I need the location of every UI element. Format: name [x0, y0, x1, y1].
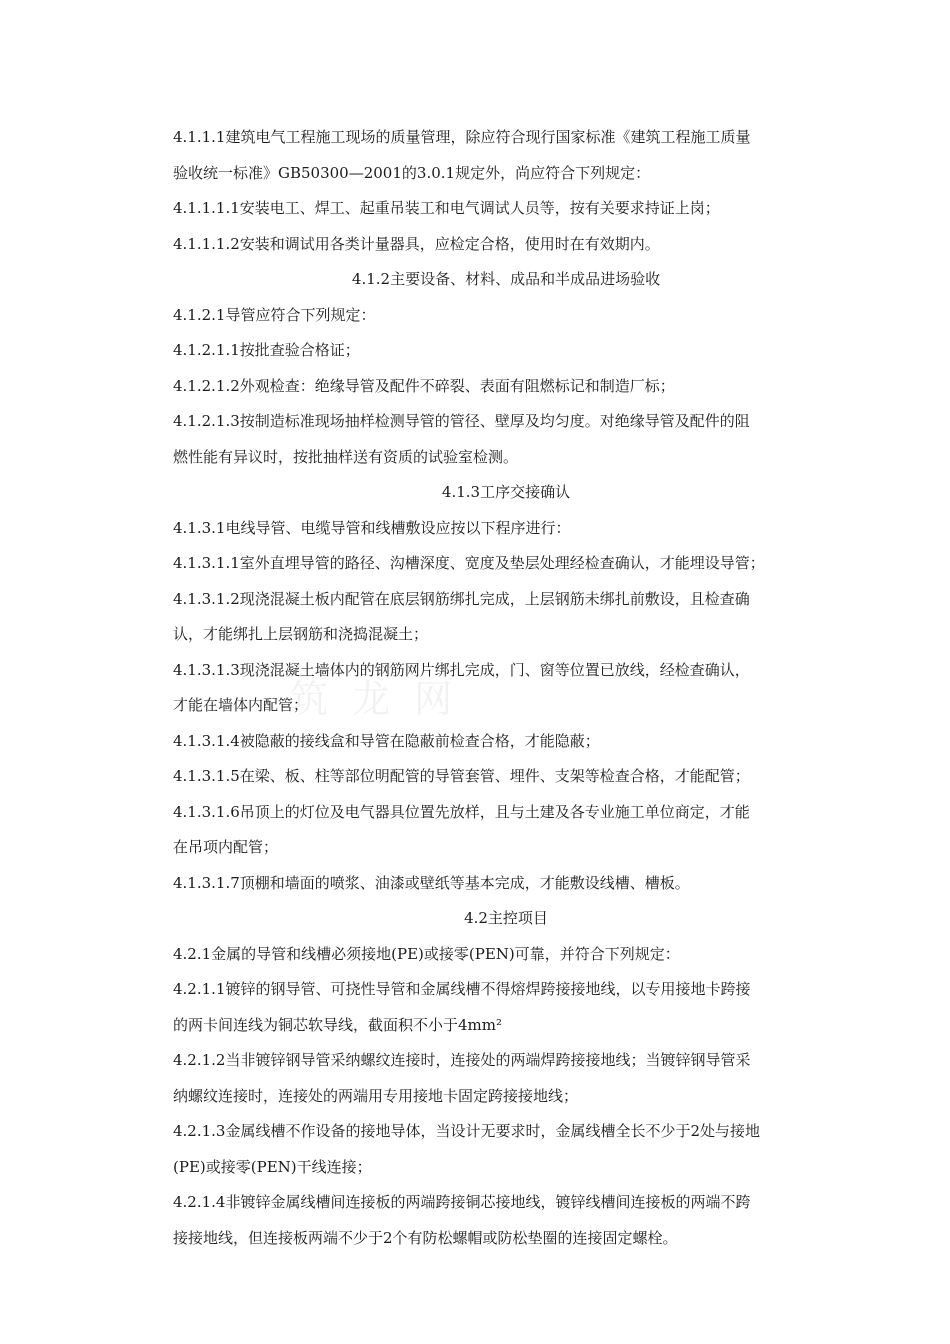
text-line: 4.2.1.2当非镀锌钢导管采纳螺纹连接时，连接处的两端焊跨接接地线；当镀锌钢导管采 [173, 1051, 751, 1069]
text-line: 的两卡间连线为铜芯软导线，截面积不小于4mm² [173, 1015, 503, 1034]
text-line: 4.1.2.1.2外观检查：绝缘导管及配件不碎裂、表面有阻燃标记和制造厂标； [173, 376, 675, 395]
text-line: 4.1.2.1.3按制造标准现场抽样检测导管的管径、壁厚及均匀度。对绝缘导管及配件的阻 [173, 412, 750, 430]
text-line: 纳螺纹连接时，连接处的两端用专用接地卡固定跨接接地线； [173, 1086, 579, 1105]
text-line: 4.1.1.1建筑电气工程施工现场的质量管理，除应符合现行国家标准《建筑工程施工质量 [173, 128, 751, 146]
text-line: 4.2.1.4非镀锌金属线槽间连接板的两端跨接铜芯接地线，镀锌线槽间连接板的两端不跨 [173, 1193, 751, 1211]
text-line: 验收统一标准》GB50300—2001的3.0.1规定外，尚应符合下列规定： [173, 163, 651, 182]
text-line: 接接地线，但连接板两端不少于2个有防松螺帽或防松垫圈的连接固定螺栓。 [173, 1228, 678, 1247]
text-line: 4.1.3.1.2现浇混凝土板内配管在底层钢筋绑扎完成，上层钢筋未绑扎前敷设，且检查确 [173, 589, 750, 608]
text-line: 燃性能有异议时，按批抽样送有资质的试验室检测。 [173, 447, 519, 466]
text-line: 才能在墙体内配管； [173, 696, 309, 714]
document-body [173, 120, 839, 1256]
text-line: 4.1.3.1电线导管、电缆导管和线槽敷设应按以下程序进行： [173, 518, 571, 537]
text-line: 认，才能绑扎上层钢筋和浇捣混凝土； [173, 625, 429, 643]
text-line: (PE)或接零(PEN)干线连接； [173, 1157, 372, 1176]
text-line: 4.1.3.1.6吊顶上的灯位及电气器具位置先放样，且与土建及各专业施工单位商定，才能 [173, 802, 750, 821]
text-line: 4.1.3.1.5在梁、板、柱等部位明配管的导管套管、埋件、支架等检查合格，才能配管； [173, 767, 750, 785]
watermark: 筑 龙 网 [290, 677, 459, 721]
text-line: 4.1.3.1.7顶棚和墙面的喷浆、油漆或壁纸等基本完成，才能敷设线槽、槽板。 [173, 873, 690, 892]
text-line: 4.2.1.3金属线槽不作设备的接地导体，当设计无要求时，金属线槽全长不少于2处与接地 [173, 1122, 761, 1140]
text-line: 4.1.3.1.4被隐蔽的接线盒和导管在隐蔽前检查合格，才能隐蔽； [173, 731, 600, 750]
text-line: 4.2.1.1镀锌的钢导管、可挠性导管和金属线槽不得熔焊跨接接地线，以专用接地卡跨接 [173, 980, 751, 998]
text-line: 4.2.1金属的导管和线槽必须接地(PE)或接零(PEN)可靠，并符合下列规定： [173, 944, 680, 963]
section-heading: 4.1.3工序交接确认 [441, 483, 571, 501]
text-line: 4.1.1.1.1安装电工、焊工、起重吊装工和电气调试人员等，按有关要求持证上岗； [173, 199, 720, 217]
section-heading: 4.2主控项目 [464, 909, 548, 927]
text-line: 4.1.2.1导管应符合下列规定： [173, 305, 376, 324]
text-line: 在吊项内配管； [173, 838, 279, 856]
section-heading: 4.1.2主要设备、材料、成品和半成品进场验收 [351, 270, 661, 288]
text-line: 4.1.3.1.3现浇混凝土墙体内的钢筋网片绑扎完成，门、窗等位置已放线，经检查确认， [173, 660, 750, 679]
text-line: 4.1.3.1.1室外直埋导管的路径、沟槽深度、宽度及垫层处理经检查确认，才能埋设导管； [173, 554, 765, 572]
text-line: 4.1.2.1.1按批查验合格证； [173, 341, 360, 359]
text-line: 4.1.1.1.2安装和调试用各类计量器具，应检定合格，使用时在有效期内。 [173, 234, 660, 253]
